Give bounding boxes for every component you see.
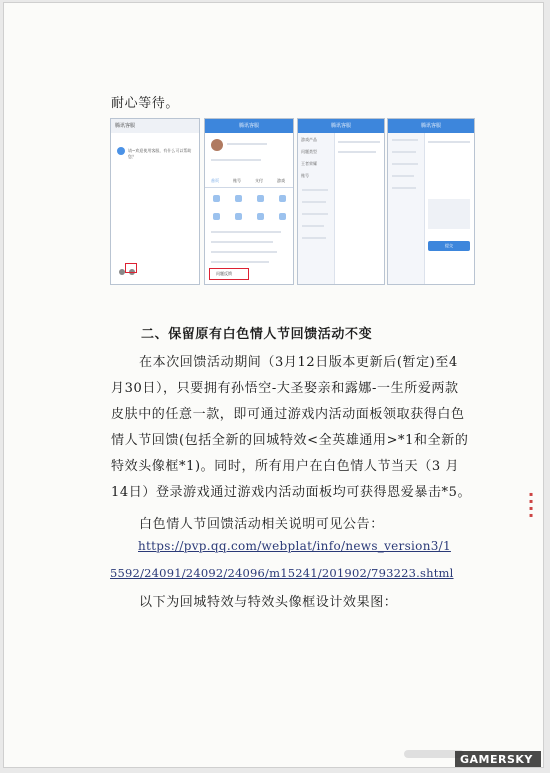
avatar (117, 147, 125, 155)
section-heading: 二、保留原有白色情人节回馈活动不变 (141, 327, 373, 342)
content-row[interactable] (338, 151, 376, 153)
list-item[interactable] (211, 251, 277, 253)
sidebar-item[interactable]: 问题类型 (301, 149, 317, 154)
sidebar-item[interactable] (302, 189, 328, 191)
category-header: 腾讯客服 (298, 119, 384, 133)
tab-home[interactable]: 首页 (211, 178, 219, 183)
list-item[interactable] (211, 241, 273, 243)
sidebar-item[interactable] (392, 163, 418, 165)
intro-line: 耐心等待。 (111, 96, 180, 111)
service-icon[interactable] (257, 195, 264, 202)
screenshot-chat (110, 118, 200, 285)
list-item[interactable] (211, 261, 269, 263)
sidebar-item[interactable] (392, 139, 418, 141)
paragraph-line-2: 月30日），只要拥有孙悟空-大圣娶亲和露娜-一生所爱两款 (111, 381, 459, 396)
tab-pay[interactable]: 支付 (255, 178, 263, 183)
service-icon[interactable] (235, 195, 242, 202)
announcement-link-line-1[interactable]: https://pvp.qq.com/webplat/info/news_version3/1 (138, 539, 451, 553)
list-item[interactable] (211, 231, 281, 233)
submit-button[interactable]: 提交 (428, 241, 470, 251)
user-avatar (211, 139, 223, 151)
closing-line: 以下为回城特效与特效头像框设计效果图： (139, 595, 398, 610)
service-icon[interactable] (213, 195, 220, 202)
form-header: 腾讯客服 (388, 119, 474, 133)
service-tabs (205, 177, 293, 188)
paragraph-line-6: 14日）登录游戏通过游戏内活动面板均可获得恩爱暴击*5。 (111, 485, 472, 500)
feedback-label[interactable]: 问题反馈 (216, 271, 232, 276)
sidebar-item[interactable] (392, 175, 414, 177)
sidebar-item[interactable]: 王者荣耀 (301, 161, 317, 166)
tab-game[interactable]: 游戏 (277, 178, 285, 183)
paragraph-line-5: 特效头像框*1)。同时，所有用户在白色情人节当天（3 月 (111, 459, 460, 474)
tab-account[interactable]: 账号 (233, 178, 241, 183)
paragraph-line-4: 情人节回馈(包括全新的回城特效<全英雄通用>*1和全新的 (111, 433, 469, 448)
sidebar-item[interactable] (302, 225, 324, 227)
sidebar-item[interactable] (392, 187, 416, 189)
user-name-line (227, 143, 267, 145)
sidebar-item[interactable]: 游戏产品 (301, 137, 317, 142)
content-row[interactable] (338, 141, 380, 143)
highlight-arrow (125, 263, 137, 273)
service-icon[interactable] (213, 213, 220, 220)
form-textarea[interactable] (428, 199, 470, 229)
service-icon[interactable] (257, 213, 264, 220)
paragraph-line-3: 皮肤中的任意一款，即可通过游戏内活动面板领取获得白色 (111, 407, 465, 422)
form-sidebar (388, 133, 425, 284)
chat-message: 请~欢迎使用客服，有什么可以帮助您？ (128, 148, 192, 159)
category-sidebar (298, 133, 335, 284)
info-line (211, 159, 261, 161)
announcement-link-line-2[interactable]: 5592/24091/24092/24096/m15241/201902/793223.shtml (110, 566, 454, 580)
document-page (3, 2, 544, 768)
service-icon[interactable] (279, 213, 286, 220)
sidebar-item[interactable] (392, 151, 416, 153)
sidebar-item[interactable] (302, 237, 326, 239)
feedback-highlight (209, 268, 249, 280)
sidebar-item[interactable] (302, 213, 328, 215)
paragraph-line-1: 在本次回馈活动期间（3月12日版本更新后(暂定)至4 (139, 355, 458, 370)
sidebar-item[interactable]: 账号 (301, 173, 309, 178)
chat-header: 腾讯客服 (111, 119, 199, 133)
screenshot-feedback-form (387, 118, 475, 285)
form-row[interactable] (428, 141, 470, 143)
sidebar-item[interactable] (302, 201, 326, 203)
service-icon[interactable] (279, 195, 286, 202)
red-stamp: ▪ ▪ ▪ ▪ (529, 491, 534, 519)
screenshot-category (297, 118, 385, 285)
screenshot-service-home (204, 118, 294, 285)
notice-line: 白色情人节回馈活动相关说明可见公告： (139, 517, 384, 532)
gamersky-watermark: GAMERSKY (460, 753, 533, 766)
service-icon[interactable] (235, 213, 242, 220)
service-header: 腾讯客服 (205, 119, 293, 133)
